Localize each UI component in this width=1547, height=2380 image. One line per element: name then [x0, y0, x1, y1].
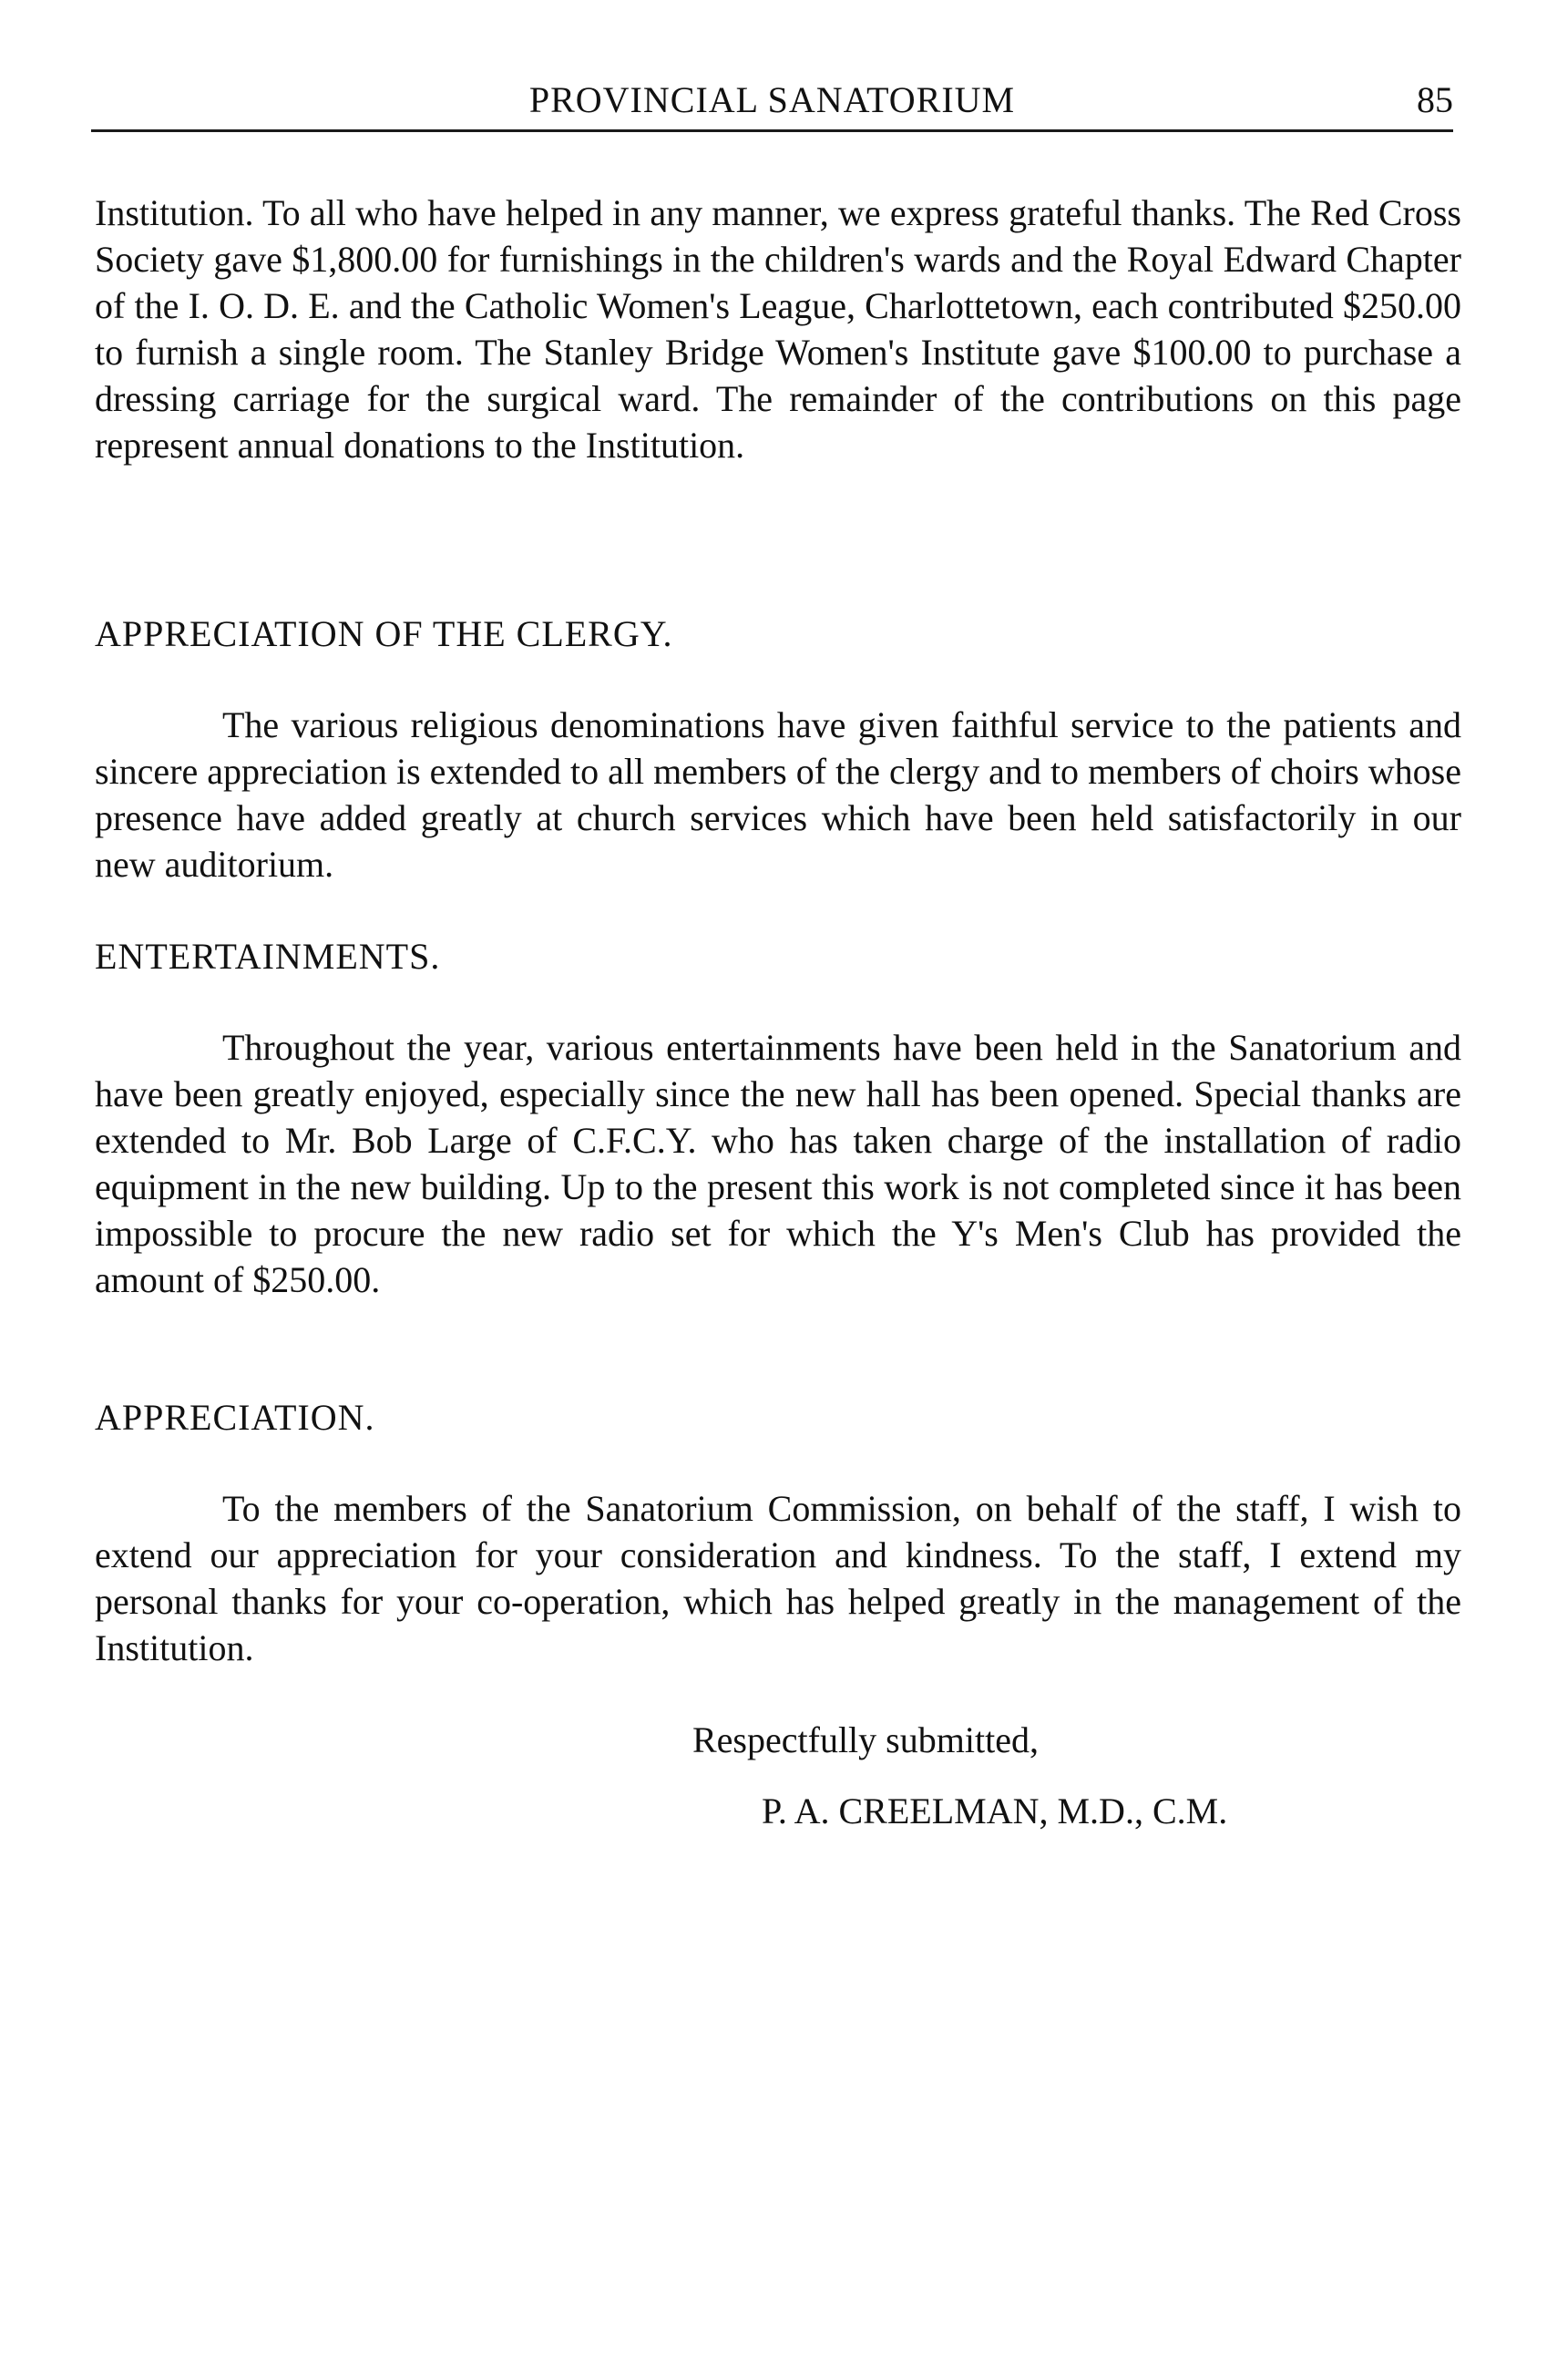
closing-salutation: Respectfully submitted, — [692, 1719, 1039, 1760]
page-number: 85 — [1417, 79, 1453, 120]
appreciation-heading: APPRECIATION. — [95, 1397, 375, 1438]
entertainments-paragraph: Throughout the year, various entertainments have been held in the Sanatorium and have been greatly enjoyed, especially since the new hall has been opened. Special thanks are extended to Mr. Bob Large of C.F.C.Y. who has taken charge of the installation of radio equipment in the new building. Up to the present this work is not completed since it has been impossible to procure the new radio set for which the Y's Men's Club has provided the amount of $250.00. — [95, 1027, 1461, 1300]
running-title: PROVINCIAL SANATORIUM — [528, 79, 1016, 120]
continuation-paragraph: Institution. To all who have helped in any manner, we express grateful thanks. The Red Cross Society gave $1,800.00 for furnishings in the children's wards and the Royal Edward Chapter of the I. O. D. E. and the Catholic Women's League, Charlottetown, each contributed $250.00 to furnish a single room. The Stanley Bridge Women's Institute gave $100.00 to purchase a dressing carriage for the surgical ward. The remainder of the contributions on this page represent annual donations to the Institution. — [95, 192, 1461, 466]
signature-line: P. A. CREELMAN, M.D., C.M. — [762, 1790, 1228, 1831]
running-header — [91, 75, 1453, 132]
appreciation-paragraph: To the members of the Sanatorium Commission, on behalf of the staff, I wish to extend our appreciation for your consideration and kindness. To the staff, I extend my personal thanks for your co-operation, which has helped greatly in the management of the Institution. — [95, 1488, 1461, 1668]
clergy-paragraph: The various religious denominations have given faithful service to the patients and sincere appreciation is extended to all members of the clergy and to members of choirs whose presence have added greatly at church services which have been held satisfactorily in our new auditorium. — [95, 704, 1461, 885]
clergy-heading: APPRECIATION OF THE CLERGY. — [95, 613, 673, 654]
entertainments-heading: ENTERTAINMENTS. — [95, 936, 441, 977]
